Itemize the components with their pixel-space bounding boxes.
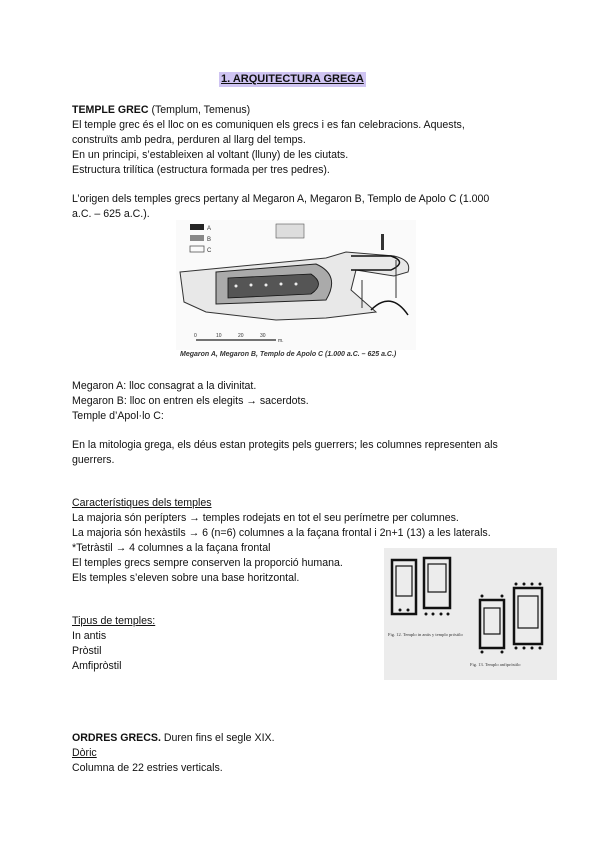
characteristics-line: El temples grecs sempre conserven la proporció humana.	[72, 557, 343, 569]
page-title: 1. ARQUITECTURA GREGA	[221, 73, 364, 85]
temple-line: En un principi, s’estableixen al voltant (lluny) de les ciutats.	[72, 149, 349, 161]
scale-label: m.	[278, 338, 284, 344]
legend-swatch-b	[190, 235, 204, 241]
megaron-line: Temple d’Apol·lo C:	[72, 410, 164, 422]
scale-label: 10	[216, 333, 222, 339]
legend-swatch-a	[190, 224, 204, 230]
figure2-caption-right: Fig. 13. Templo anfipróstilo	[470, 662, 521, 667]
legend-label-c: C	[207, 248, 212, 254]
plan-megaron-a	[228, 274, 319, 298]
mythology-line: guerrers.	[72, 454, 115, 466]
characteristics-line: La majoria són perípters → temples rodejats en tot el seu perímetre per columnes.	[72, 512, 459, 524]
megaron-line: Megaron B: lloc on entren els elegits → sacerdots.	[72, 395, 309, 407]
figure1-caption: Megaron A, Megaron B, Templo de Apolo C (1.000 a.C. – 625 a.C.)	[180, 351, 397, 358]
characteristics-heading: Característiques dels temples	[72, 497, 212, 509]
types-heading: Tipus de temples:	[72, 615, 156, 627]
mythology-line: En la mitologia grega, els déus estan protegits pels guerrers; les columnes representen als	[72, 439, 498, 451]
origin-line: a.C. – 625 a.C.).	[72, 208, 150, 220]
megaron-plan-figure	[176, 220, 416, 350]
legend-label-a: A	[207, 226, 212, 232]
temple-line: Estructura trilítica (estructura formada per tres pedres).	[72, 164, 330, 176]
type-item: Pròstil	[72, 645, 102, 657]
temple-line: El temple grec és el lloc on es comuniquen els grecs i es fan celebracions. Aquests,	[72, 119, 465, 131]
temple-heading: TEMPLE GREC	[72, 104, 149, 116]
megaron-line: Megaron A: lloc consagrat a la divinitat.	[72, 380, 257, 392]
type-item: Amfipròstil	[72, 660, 122, 672]
orders-line: Columna de 22 estries verticals.	[72, 762, 223, 774]
orders-heading: ORDRES GRECS.	[72, 732, 161, 744]
scale-label: 30	[260, 333, 266, 339]
scale-label: 0	[194, 333, 197, 339]
temple-line: construïts amb pedra, perduren al llarg del temps.	[72, 134, 306, 146]
temple-heading-rest: (Templum, Temenus)	[148, 104, 251, 116]
temple-heading-line	[72, 103, 250, 118]
orders-heading-line	[72, 731, 275, 746]
legend-label-b: B	[207, 237, 212, 243]
temple-types-figure	[384, 548, 557, 680]
characteristics-line: *Tetràstil → 4 columnes a la façana frontal	[72, 542, 271, 554]
characteristics-line: La majoria són hexàstils → 6 (n=6) columnes a la façana frontal i 2n+1 (13) a les laterals.	[72, 527, 491, 539]
characteristics-line: Els temples s’eleven sobre una base horitzontal.	[72, 572, 300, 584]
orders-subheading: Dòric	[72, 747, 97, 759]
orders-heading-rest: Duren fins el segle XIX.	[160, 732, 275, 744]
figure2-caption-left: Fig. 12. Templo in antis y templo próstilo	[388, 632, 463, 637]
origin-line: L’origen dels temples grecs pertany al Megaron A, Megaron B, Templo de Apolo C (1.000	[72, 193, 490, 205]
scale-label: 20	[238, 333, 244, 339]
type-item: In antis	[72, 630, 107, 642]
